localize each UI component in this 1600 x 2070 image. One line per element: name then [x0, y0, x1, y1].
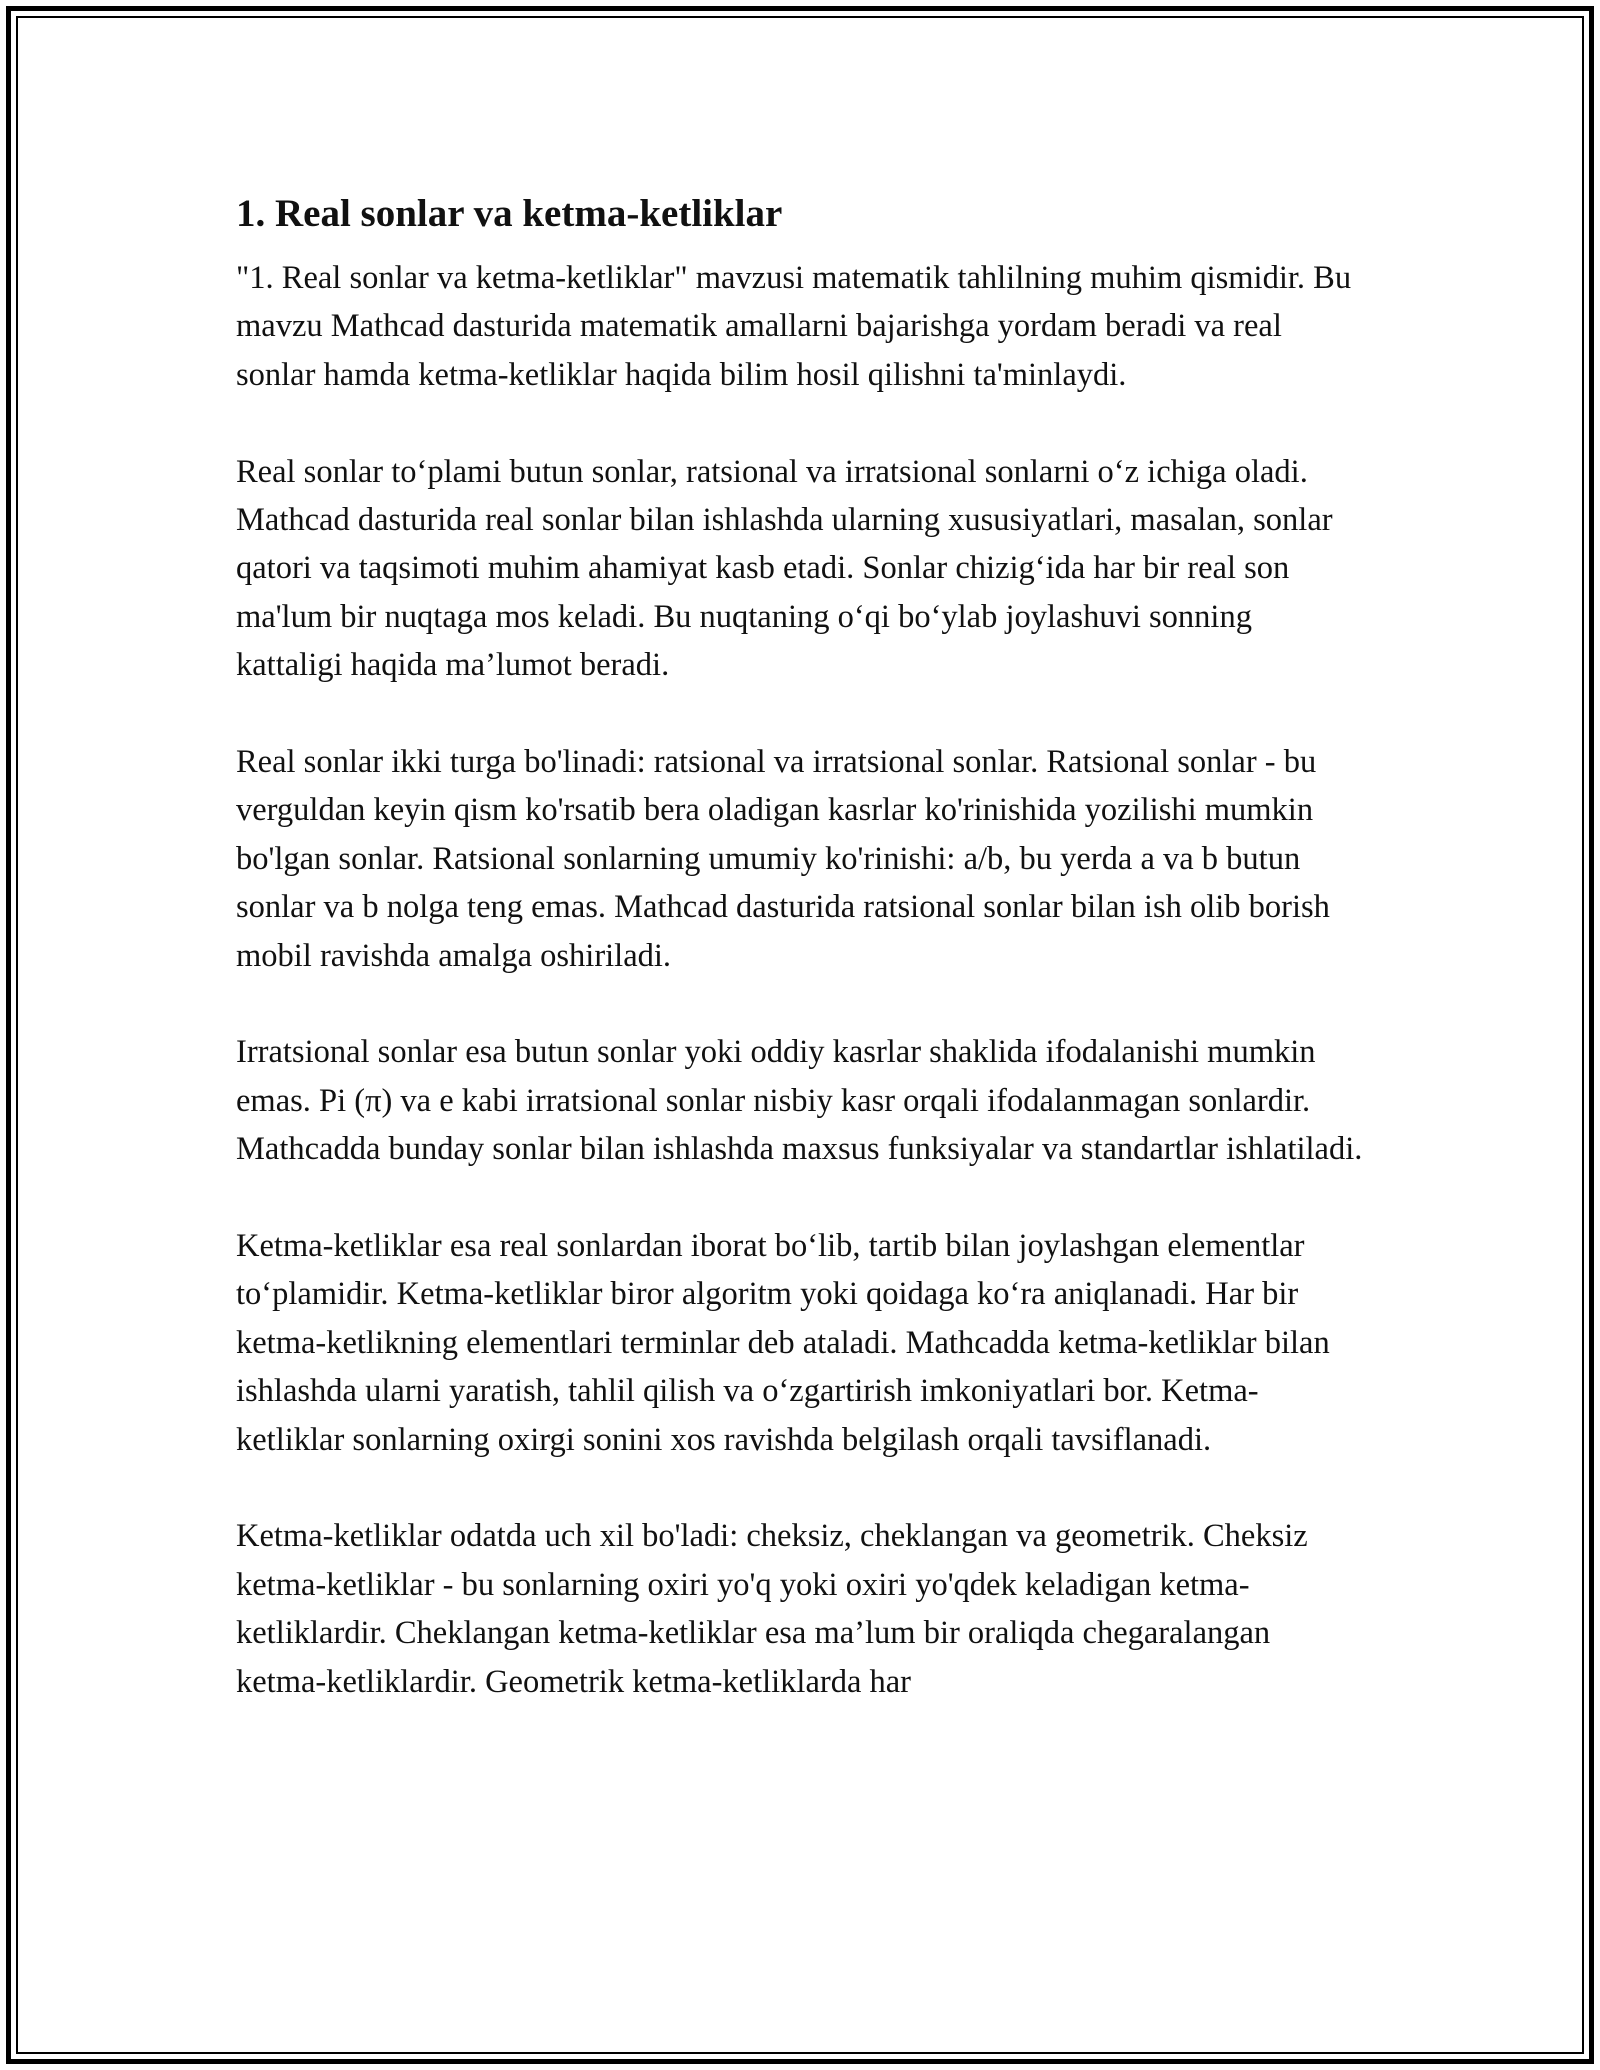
paragraph-real-numbers: Real sonlar to‘plami butun sonlar, ratsional va irratsional sonlarni o‘z ichiga oladi. Mathcad dasturida real sonlar bilan ishlashda ularning xususiyatlari, masalan, sonlar qatori va taqsimoti muhim ahamiyat kasb etadi. Sonlar chizig‘ida har bir real son ma'lum bir nuqtaga mos keladi. Bu nuqtaning o‘qi bo‘ylab joylashuvi sonning kattaligi haqida ma’lumot beradi. [236, 453, 1333, 684]
paragraph-sequences: Ketma-ketliklar esa real sonlardan iborat bo‘lib, tartib bilan joylashgan elementlar to‘plamidir. Ketma-ketliklar biror algoritm yoki qoidaga ko‘ra aniqlanadi. Har bir ketma-ketlikning elementlari terminlar deb ataladi. Mathcadda ketma-ketliklar bilan ishlashda ularni yaratish, tahlil qilish va o‘zgartirish imkoniyatlari bor. Ketma-ketliklar sonlarning oxirgi sonini xos ravishda belgilash orqali tavsiflanadi. [236, 1228, 1330, 1458]
document-title: 1. Real sonlar va ketma-ketliklar [236, 192, 783, 235]
paragraph-intro: "1. Real sonlar va ketma-ketliklar" mavzusi matematik tahlilning muhim qismidir. Bu mavzu Mathcad dasturida matematik amallarni bajarishga yordam beradi va real sonlar hamda ketma-ketliklar haqida bilim hosil qilishni ta'minlaydi. [236, 260, 1352, 393]
paragraph-sequence-types: Ketma-ketliklar odatda uch xil bo'ladi: cheksiz, cheklangan va geometrik. Cheksiz ketma-ketliklar - bu sonlarning oxiri yo'q yoki oxiri yo'qdek keladigan ketma-ketliklardir. Cheklangan ketma-ketliklar esa ma’lum bir oraliqda chegaralangan ketma-ketliklardir. Geometrik ketma-ketliklarda har [236, 1518, 1308, 1700]
document-body [236, 186, 1366, 1706]
paragraph-irrational-numbers: Irratsional sonlar esa butun sonlar yoki oddiy kasrlar shaklida ifodalanishi mumkin emas. Pi (π) va e kabi irratsional sonlar nisbiy kasr orqali ifodalanmagan sonlardir. Mathcadda bunday sonlar bilan ishlashda maxsus funksiyalar va standartlar ishlatiladi. [236, 1034, 1363, 1168]
paragraph-rational-numbers: Real sonlar ikki turga bo'linadi: ratsional va irratsional sonlar. Ratsional sonlar - bu verguldan keyin qism ko'rsatib bera oladigan kasrlar ko'rinishida yozilishi mumkin bo'lgan sonlar. Ratsional sonlarning umumiy ko'rinishi: a/b, bu yerda a va b butun sonlar va b nolga teng emas. Mathcad dasturida ratsional sonlar bilan ish olib borish mobil ravishda amalga oshiriladi. [236, 744, 1330, 974]
